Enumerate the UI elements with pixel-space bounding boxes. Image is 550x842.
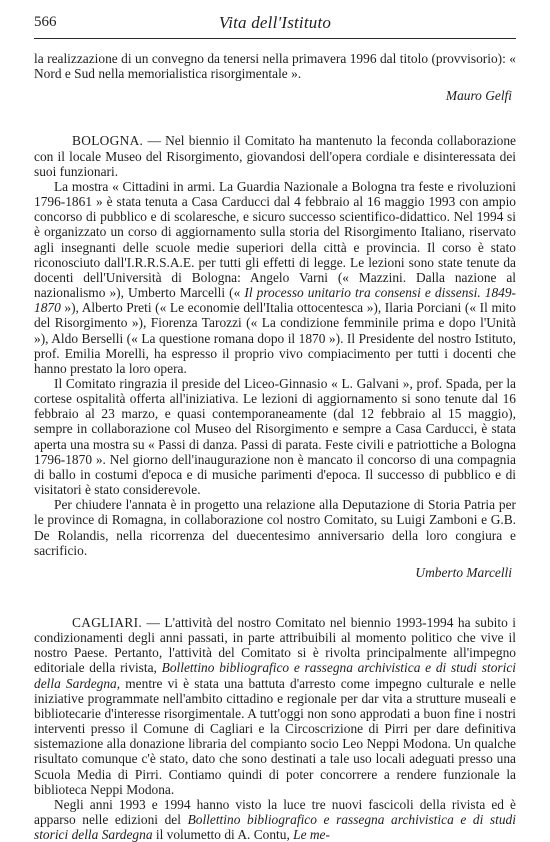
cagliari-p1-part2: , mentre vi è stata una battuta d'arresto come impegno culturale e nelle iniziative programmate nell'ambito cittadino e regionale per dar vita a strutture museali e bibliotecarie d'interesse risorgimentale. A tutt'oggi non sono approdati a buon fine i nostri interventi presso il Comune di Cagliari e la Circoscrizione di Pirri per dare definitiva sistemazione alla donazione libraria del compianto socio Leo Neppi Modona. Un qualche risultato comunque c'è stato, dato che sono destinati a tale uso locali adeguati presso una Scuola Media di Pirri. Contiamo quindi di poter concorrere a rendere funzionale la biblioteca Neppi Modona.: [34, 675, 517, 797]
cagliari-paragraph-2: [34, 797, 516, 842]
book-page: [34, 12, 516, 842]
bologna-p1-text: — Nel biennio il Comitato ha mantenuto la feconda collaborazione con il locale Museo del Risorgimento, giovandosi dell'opera cordiale e disinteressata dei suoi funzionari.: [34, 133, 516, 179]
intro-paragraph: la realizzazione di un convegno da tenersi nella primavera 1996 dal titolo (provvisorio): « Nord e Sud nella memorialistica risorgimentale ».: [34, 51, 516, 82]
cagliari-p2-journal-title: Bollettino bibliografico e rassegna archivistica e di studi storici della Sardegna: [34, 812, 516, 842]
page-number: 566: [34, 14, 57, 30]
bologna-paragraph-1: [34, 133, 516, 178]
cagliari-paragraph-1: [34, 615, 516, 797]
signature-umberto-marcelli: Umberto Marcelli: [415, 564, 512, 580]
bologna-paragraph-2: [34, 179, 516, 376]
bologna-paragraph-4: Per chiudere l'annata è in progetto una relazione alla Deputazione di Storia Patria per le province di Romagna, in collaborazione col nostro Comitato, su Luigi Zamboni e G.B. De Rolandis, nella ricorrenza del duecentesimo anniversario della loro congiura e sacrificio.: [34, 497, 516, 558]
bologna-heading: BOLOGNA.: [72, 133, 144, 149]
signature-mauro-gelfi: Mauro Gelfi: [445, 88, 512, 104]
bologna-paragraph-3: Il Comitato ringrazia il preside del Liceo-Ginnasio « L. Galvani », prof. Spada, per la cortese ospitalità offerta all'iniziativa. Le lezioni di aggiornamento si sono tenute dal 16 febbraio al 23 marzo, e quasi contemporaneamente (dal 12 febbraio al 15 maggio), sempre in collaborazione col Museo del Risorgimento e sempre a Casa Carducci, è stata aperta una mostra su « Passi di danza. Passi di parata. Feste civili e patriottiche a Bologna 1796-1870 ». Nel giorno dell'inaugurazione non è mancato il concorso di una compagnia di ballo in costumi d'epoca e di musiche parimenti d'epoca. Il successo di pubblico e di visitatori è stato considerevole.: [34, 375, 516, 498]
cagliari-p2-part2: il volumetto di A. Contu,: [152, 827, 294, 842]
cagliari-p1-journal-title: Bollettino bibliografico e rassegna archivistica e di studi storici della Sardegna: [34, 660, 516, 691]
cagliari-heading: CAGLIARI.: [72, 615, 143, 630]
running-title: Vita dell'Istituto: [218, 13, 332, 32]
page-header: [34, 12, 516, 39]
bologna-p2-part2: »), Alberto Preti (« Le economie dell'Italia ottocentesca »), Ilaria Porciani (« Il mito del Risorgimento »), Fiorenza Tarozzi (« La condizione femminile prima e dopo l'Unità »), Aldo Berselli (« La questione romana dopo il 1870 »). Il Presidente del nostro Istituto, prof. Emilia Morelli, ha espresso il proprio vivo compiacimento per tutti i docenti che hanno prestato la loro opera.: [34, 300, 516, 376]
cagliari-p2-book-title: Le me-: [293, 827, 330, 842]
cagliari-p1-part1: — L'attività del nostro Comitato nel biennio 1993-1994 ha subito i condizionamenti degli anni passati, in parte attribuibili al momento politico che vive il nostro Paese. Pertanto, l'attività del Comitato si è rivolta principalmente all'impegno editoriale della rivista,: [34, 615, 516, 676]
cagliari-p2-part1: Negli anni 1993 e 1994 hanno visto la luce tre nuovi fascicoli della rivista ed è apparso nelle edizioni del: [34, 796, 516, 828]
bologna-p2-lecture-title: Il processo unitario tra consensi e dissensi. 1849-1870: [34, 285, 516, 316]
bologna-p2-part1: La mostra « Cittadini in armi. La Guardia Nazionale a Bologna tra feste e rivoluzioni 1796-1861 » è stata tenuta a Casa Carducci dal 4 febbraio al 16 maggio 1993 con ampio concorso di pubblico e di scolaresche, e sicuro successo scientifico-didattico. Nel 1994 si è organizzato un corso di aggiornamento sulla storia del Risorgimento Italiano, riservato agli insegnanti delle scuole medie superiori della città e provincia. Il corso è stato riconosciuto dall'I.R.R.S.A.E. per tutti gli effetti di legge. Le lezioni sono state tenute da docenti dell'Università di Bologna: Angelo Varni (« Mazzini. Dalla nazione al nazionalismo »), Umberto Marcelli («: [34, 178, 516, 301]
